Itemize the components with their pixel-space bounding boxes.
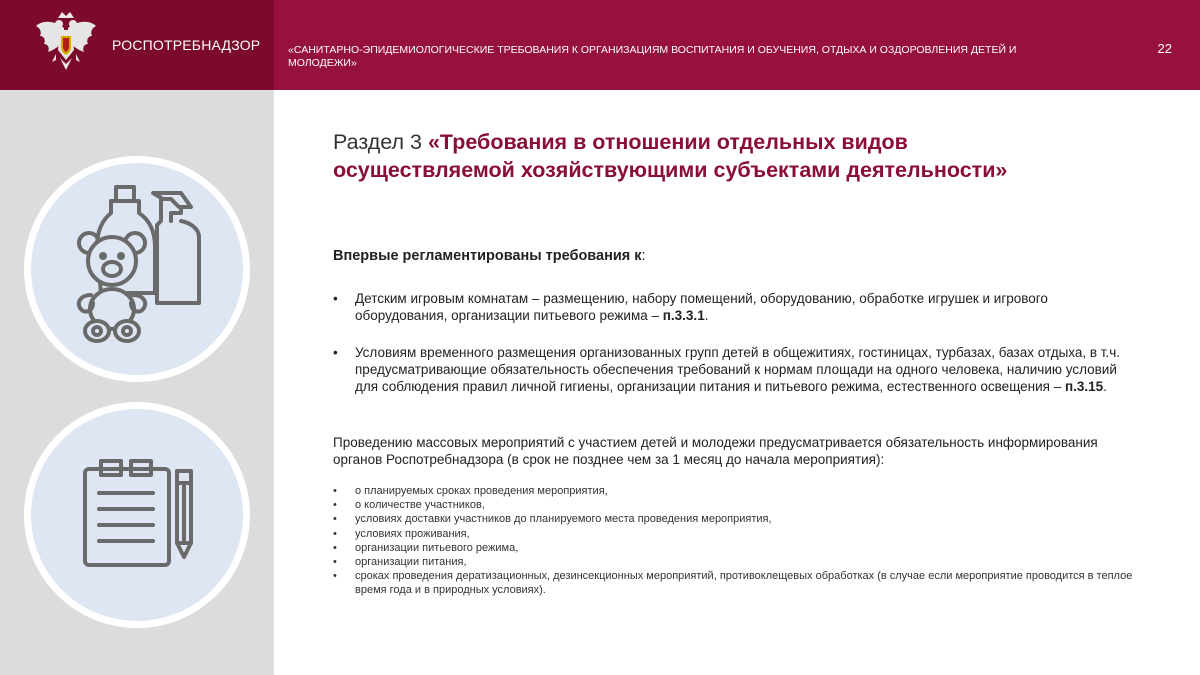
header-bar <box>0 0 1200 90</box>
requirement-text: Детским игровым комнатам – размещению, набору помещений, оборудованию, обработке игрушек и игрового оборудования, организации питьевого режима – <box>355 291 1048 323</box>
intro-text: Впервые регламентированы требования к <box>333 248 642 264</box>
list-item: • о планируемых сроках проведения мероприятия, <box>333 484 1133 498</box>
intro-heading <box>333 248 646 264</box>
requirements-list <box>333 290 1123 395</box>
list-item: • условиях доставки участников до планируемого места проведения мероприятия, <box>333 512 1133 526</box>
events-list <box>333 484 1133 598</box>
emblem-icon <box>34 10 98 80</box>
section-heading <box>333 128 1133 184</box>
toys-and-cleaning-icon <box>31 163 243 375</box>
list-item: • организации питания, <box>333 555 1133 569</box>
requirement-ref: п.3.15 <box>1064 379 1104 394</box>
list-item <box>333 290 1123 324</box>
list-item: • сроках проведения дератизационных, дезинсекционных мероприятий, противоклещевых обработках (в случае если мероприятие проводится в теплое время года и в природных условиях). <box>333 569 1133 597</box>
left-illustration-panel <box>0 90 274 675</box>
illustration-circle-toys <box>24 156 250 382</box>
section-prefix: Раздел 3 <box>333 130 428 154</box>
page-number: 22 <box>1157 41 1172 56</box>
requirement-ref: п.3.3.1 <box>662 308 705 323</box>
requirement-end: . <box>1103 379 1107 394</box>
section-title-line2: осуществляемой хозяйствующими субъектами деятельности» <box>333 158 1008 182</box>
brand-block <box>0 0 274 90</box>
checklist-icon <box>31 409 243 621</box>
list-item <box>333 344 1123 395</box>
list-item: • о количестве участников, <box>333 498 1133 512</box>
requirement-end: . <box>704 308 709 323</box>
section-title-line1: «Требования в отношении отдельных видов <box>427 130 908 154</box>
requirement-text: Условиям временного размещения организованных групп детей в общежитиях, гостиницах, турбазах, базах отдыха, в т.ч. предусматривающие обязательность обеспечения требований к нормам площади на одного человека, наличию условий для соблюдения правил личной гигиены, организации питания и питьевого режима, естественного освещения – <box>355 345 1121 394</box>
main-content <box>274 90 1200 675</box>
document-title: «САНИТАРНО-ЭПИДЕМИОЛОГИЧЕСКИЕ ТРЕБОВАНИЯ К ОРГАНИЗАЦИЯМ ВОСПИТАНИЯ И ОБУЧЕНИЯ, ОТДЫХА И ОЗДОРОВЛЕНИЯ ДЕТЕЙ И МОЛОДЕЖИ» <box>288 44 1017 69</box>
list-item: • условиях проживания, <box>333 527 1133 541</box>
title-block <box>274 0 1200 90</box>
list-item: • организации питьевого режима, <box>333 541 1133 555</box>
illustration-circle-checklist <box>24 402 250 628</box>
intro-colon: : <box>641 248 646 264</box>
events-paragraph: Проведению массовых мероприятий с участием детей и молодежи предусматривается обязательность информирования органов Роспотребнадзора (в срок не позднее чем за 1 месяц до начала мероприятия): <box>333 435 1098 467</box>
brand-name: РОСПОТРЕБНАДЗОР <box>112 37 261 53</box>
